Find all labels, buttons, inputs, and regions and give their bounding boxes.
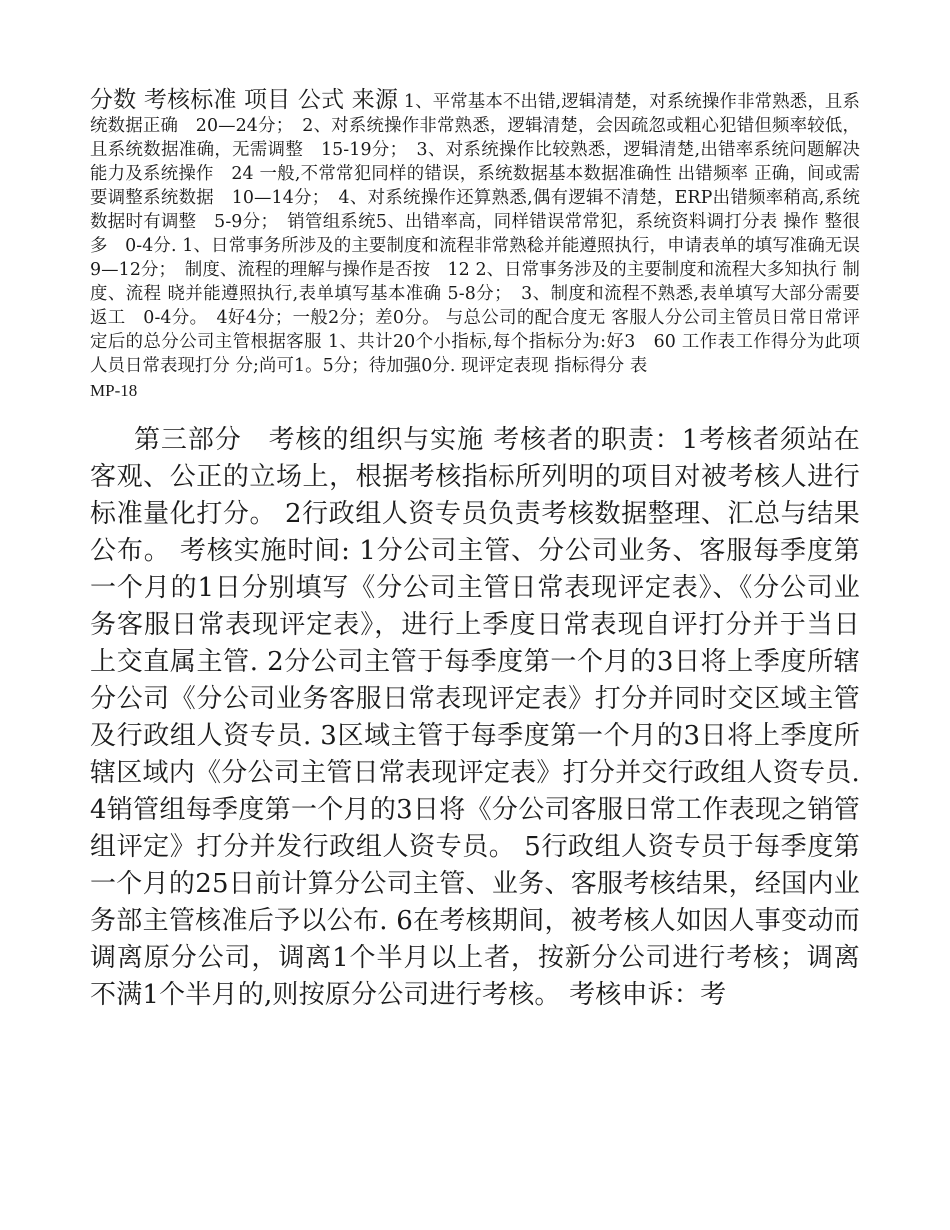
table-header-labels: 分数 考核标准 项目 公式 来源 [90,87,399,113]
scoring-criteria-paragraph [90,87,878,378]
section-three-paragraph: 第三部分 考核的组织与实施 考核者的职责：1考核者须站在客观、公正的立场上，根据考核指标所列明的项目对被考核人进行标准量化打分。 2行政组人资专员负责考核数据整理、汇总与结果公布。 考核实施时间: 1分公司主管、分公司业务、客服每季度第一个月的1日分别填写《分公司主管日常表现评定表》、《分公司业务客服日常表现评定表》，进行上季度日常表现自评打分并于当日上交直属主管. 2分公司主管于每季度第一个月的3日将上季度所辖分公司《分公司业务客服日常表现评定表》打分并同时交区域主管及行政组人资专员. 3区域主管于每季度第一个月的3日将上季度所辖区域内《分公司主管日常表现评定表》打分并交行政组人资专员. 4销管组每季度第一个月的3日将《分公司客服日常工作表现之销管组评定》打分并发行政组人资专员。 5行政组人资专员于每季度第一个月的25日前计算分公司主管、业务、客服考核结果，经国内业务部主管核准后予以公布. 6在考核期间，被考核人如因人事变动而调离原分公司，调离1个半月以上者，按新分公司进行考核；调离不满1个半月的,则按原分公司进行考核。 考核申诉：考 [90,425,860,1010]
document-page [90,87,878,1014]
document-code: MP-18 [90,381,138,400]
scoring-criteria-text: 1、平常基本不出错,逻辑清楚，对系统操作非常熟悉，且系统数据正确 20—24分； 2、对系统操作非常熟悉，逻辑清楚，会因疏忽或粗心犯错但频率较低，且系统数据准确，无需调整 15-19分； 3、对系统操作比较熟悉，逻辑清楚,出错率系统问题解决能力及系统操作 24 一般,不常常犯同样的错误，系统数据基本数据准确性 出错频率 正确，间或需要调整系统数据 10—14分； 4、对系统操作还算熟悉,偶有逻辑不清楚，ERP出错频率稍高,系统数据时有调整 5-9分； 销管组系统5、出错率高，同样错误常常犯，系统资料调打分表 操作 整很多 0-4分. 1、日常事务所涉及的主要制度和流程非常熟稔并能遵照执行，申请表单的填写准确无误 9—12分； 制度、流程的理解与操作是否按 12 2、日常事务涉及的主要制度和流程大多知执行 制度、流程 晓并能遵照执行,表单填写基本准确 5-8分； 3、制度和流程不熟悉,表单填写大部分需要返工 0-4分。 4好4分；一般2分；差0分。 与总公司的配合度无 客服人分公司主管员日常日常评定后的总分公司主管根据客服 1、共计20个小指标,每个指标分为:好3 60 工作表工作得分为此项人员日常表现打分 分;尚可1。5分；待加强0分. 现评定表现 指标得分 表 [90,92,878,376]
